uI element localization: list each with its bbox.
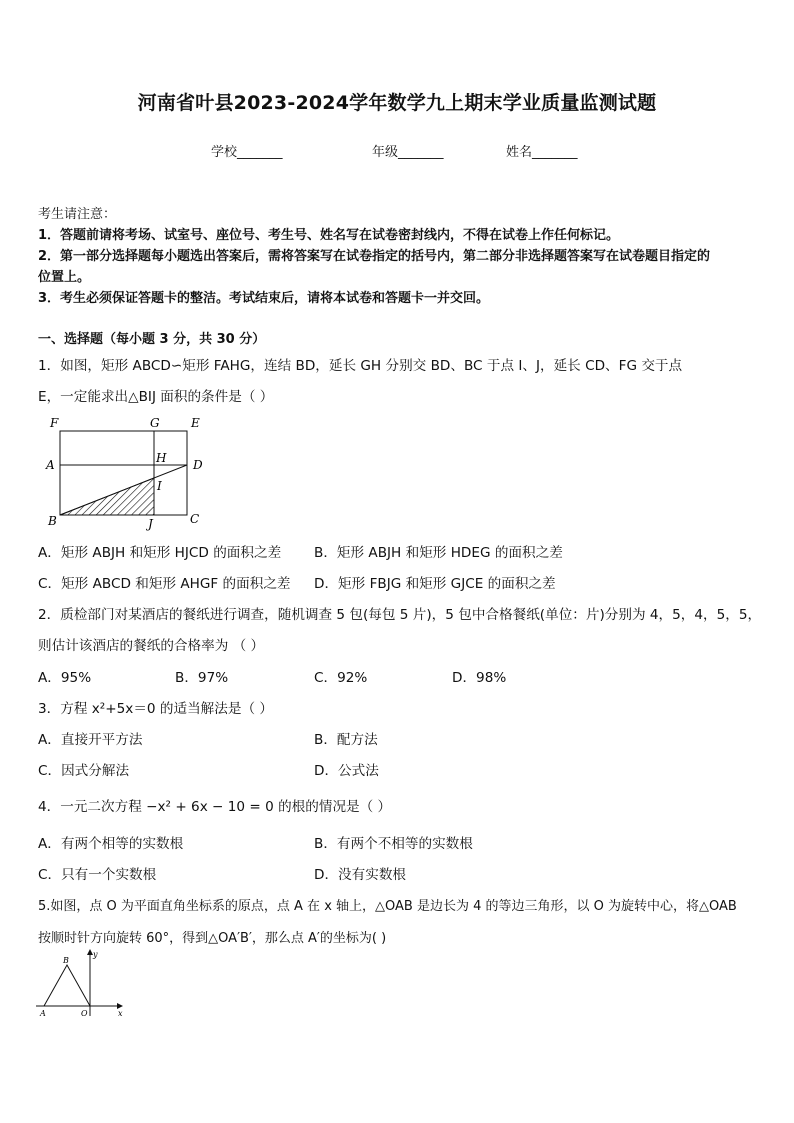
grade-field: 年级_______ [372, 145, 444, 160]
label-c: C [190, 512, 200, 526]
q2-stem-line1: 2．质检部门对某酒店的餐纸进行调查，随机调查 5 包(每包 5 片)，5 包中合格餐纸(单位：片)分别为 4，5，4，5，5， [38, 607, 762, 623]
q3-stem: 3．方程 x²+5x＝0 的适当解法是（ ） [38, 701, 273, 717]
notice-heading: 考生请注意： [38, 207, 117, 222]
q3-option-d: D．公式法 [314, 763, 379, 779]
label-i: I [157, 479, 162, 493]
q5-figure [34, 948, 130, 1020]
label-j: J [148, 517, 153, 531]
triangle-oab [44, 965, 90, 1006]
q1-option-d: D．矩形 FBJG 和矩形 GJCE 的面积之差 [314, 576, 556, 592]
notice-item-3: 3．考生必须保证答题卡的整洁。考试结束后，请将本试卷和答题卡一并交回。 [38, 291, 490, 306]
label-e: E [191, 416, 200, 430]
label-b: B [48, 514, 57, 528]
page-title: 河南省叶县2023-2024学年数学九上期末学业质量监测试题 [137, 92, 657, 114]
q4-option-a: A．有两个相等的实数根 [38, 836, 184, 852]
q4-option-d: D．没有实数根 [314, 867, 407, 883]
q2-option-d: D．98% [452, 670, 507, 686]
section-heading: 一、选择题（每小题 3 分，共 30 分） [38, 332, 266, 347]
q1-option-b: B．矩形 ABJH 和矩形 HDEG 的面积之差 [314, 545, 563, 561]
label-o: O [81, 1009, 88, 1018]
q2-option-a: A．95% [38, 670, 92, 686]
q2-option-c: C．92% [314, 670, 368, 686]
label-a: A [46, 458, 55, 472]
q1-stem-line1: 1．如图，矩形 ABCD∽矩形 FAHG，连结 BD，延长 GH 分别交 BD、BC 于点 I、J，延长 CD、FG 交于点 [38, 358, 683, 374]
q1-option-c: C．矩形 ABCD 和矩形 AHGF 的面积之差 [38, 576, 291, 592]
q3-option-c: C．因式分解法 [38, 763, 130, 779]
label-d: D [193, 458, 203, 472]
q3-option-a: A．直接开平方法 [38, 732, 143, 748]
label-a: A [40, 1009, 46, 1018]
q2-option-b: B．97% [175, 670, 229, 686]
notice-item-2-cont: 位置上。 [38, 270, 91, 285]
notice-item-2: 2．第一部分选择题每小题选出答案后，需将答案写在试卷指定的括号内，第二部分非选择题答案写在试卷题目指定的 [38, 249, 711, 264]
label-f: F [50, 416, 59, 430]
q4-stem: 4．一元二次方程 −x² + 6x − 10 = 0 的根的情况是（ ） [38, 799, 392, 815]
label-h: H [156, 451, 167, 465]
school-field: 学校_______ [211, 145, 283, 160]
q3-option-b: B．配方法 [314, 732, 378, 748]
label-g: G [150, 416, 160, 430]
q2-stem-line2: 则估计该酒店的餐纸的合格率为 （ ） [38, 638, 265, 654]
label-x: x [118, 1009, 123, 1018]
q4-option-b: B．有两个不相等的实数根 [314, 836, 473, 852]
q5-stem-line1: 5.如图，点 O 为平面直角坐标系的原点，点 A 在 x 轴上，△OAB 是边长为 4 的等边三角形，以 O 为旋转中心，将△OAB [38, 899, 737, 914]
q4-option-c: C．只有一个实数根 [38, 867, 157, 883]
q1-option-a: A．矩形 ABJH 和矩形 HJCD 的面积之差 [38, 545, 282, 561]
name-field: 姓名_______ [506, 145, 578, 160]
label-b: B [63, 956, 69, 965]
label-y: y [93, 950, 98, 959]
q5-stem-line2: 按顺时针方向旋转 60°，得到△OA′B′，那么点 A′的坐标为( ) [38, 931, 387, 946]
notice-item-1: 1．答题前请将考场、试室号、座位号、考生号、姓名写在试卷密封线内，不得在试卷上作任何标记。 [38, 228, 620, 243]
q1-stem-line2: E，一定能求出△BIJ 面积的条件是（ ） [38, 389, 274, 405]
q1-figure [38, 410, 218, 532]
